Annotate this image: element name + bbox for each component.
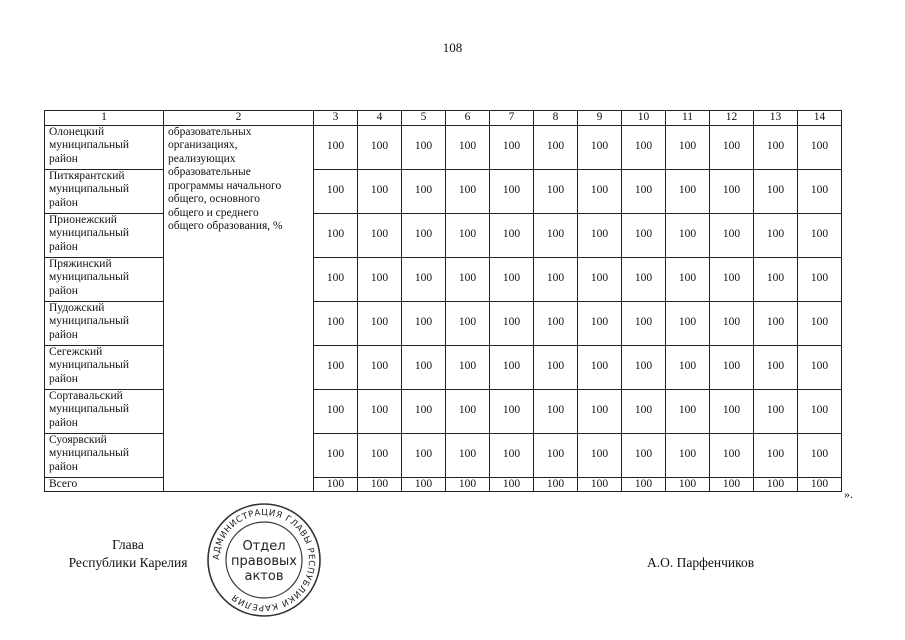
header-cell: 11 <box>666 111 710 126</box>
value-cell: 100 <box>798 345 842 389</box>
value-cell: 100 <box>622 213 666 257</box>
value-cell: 100 <box>798 169 842 213</box>
value-cell: 100 <box>402 433 446 477</box>
header-cell: 7 <box>490 111 534 126</box>
indicator-description-cell <box>164 125 314 492</box>
value-cell: 100 <box>402 213 446 257</box>
value-cell: 100 <box>358 389 402 433</box>
value-cell: 100 <box>710 169 754 213</box>
district-name-line: Прионежский <box>49 213 117 226</box>
value-cell: 100 <box>578 213 622 257</box>
value-cell: 100 <box>798 301 842 345</box>
value-cell: 100 <box>402 389 446 433</box>
total-value-cell: 100 <box>534 477 578 492</box>
value-cell: 100 <box>754 389 798 433</box>
value-cell: 100 <box>622 169 666 213</box>
value-cell: 100 <box>622 389 666 433</box>
district-name-line: муниципальный <box>49 227 130 239</box>
district-name-line: Сегежский <box>49 345 103 358</box>
district-cell <box>45 213 164 257</box>
district-name-line: Суоярвский <box>49 433 107 446</box>
indicator-description-line: образовательных <box>168 125 252 138</box>
value-cell: 100 <box>534 389 578 433</box>
district-name-line: район <box>49 240 78 253</box>
value-cell: 100 <box>402 345 446 389</box>
district-name-line: муниципальный <box>49 315 130 327</box>
district-name-line: район <box>49 196 78 209</box>
value-cell: 100 <box>798 257 842 301</box>
value-cell: 100 <box>754 125 798 169</box>
total-value-cell: 100 <box>798 477 842 492</box>
value-cell: 100 <box>490 301 534 345</box>
district-cell <box>45 433 164 477</box>
district-name-line: Питкярантский <box>49 169 125 182</box>
value-cell: 100 <box>446 433 490 477</box>
value-cell: 100 <box>490 125 534 169</box>
indicator-description-line: общего образования, % <box>168 220 283 232</box>
value-cell: 100 <box>490 433 534 477</box>
indicator-description-line: общего и среднего <box>168 206 259 219</box>
value-cell: 100 <box>358 433 402 477</box>
district-name-line: муниципальный <box>49 271 130 283</box>
table-body <box>45 111 842 492</box>
value-cell: 100 <box>798 389 842 433</box>
value-cell: 100 <box>490 213 534 257</box>
value-cell: 100 <box>578 433 622 477</box>
value-cell: 100 <box>710 433 754 477</box>
value-cell: 100 <box>710 257 754 301</box>
value-cell: 100 <box>798 125 842 169</box>
header-cell: 6 <box>446 111 490 126</box>
district-name-line: район <box>49 460 78 473</box>
value-cell: 100 <box>666 301 710 345</box>
value-cell: 100 <box>666 213 710 257</box>
value-cell: 100 <box>534 169 578 213</box>
value-cell: 100 <box>666 345 710 389</box>
value-cell: 100 <box>534 213 578 257</box>
value-cell: 100 <box>534 301 578 345</box>
district-name-line: район <box>49 372 78 385</box>
stamp-text-line-3: актов <box>244 569 284 584</box>
value-cell: 100 <box>798 433 842 477</box>
total-value-cell: 100 <box>622 477 666 492</box>
table-header-row <box>45 111 842 126</box>
value-cell: 100 <box>490 389 534 433</box>
signer-title-line-2: Республики Карелия <box>68 555 188 570</box>
value-cell: 100 <box>358 125 402 169</box>
value-cell: 100 <box>622 257 666 301</box>
value-cell: 100 <box>358 257 402 301</box>
value-cell: 100 <box>710 389 754 433</box>
page-number: 108 <box>442 40 463 55</box>
value-cell: 100 <box>754 301 798 345</box>
value-cell: 100 <box>534 433 578 477</box>
value-cell: 100 <box>314 213 358 257</box>
total-value-cell: 100 <box>446 477 490 492</box>
value-cell: 100 <box>446 257 490 301</box>
value-cell: 100 <box>402 301 446 345</box>
value-cell: 100 <box>358 301 402 345</box>
value-cell: 100 <box>666 169 710 213</box>
value-cell: 100 <box>314 301 358 345</box>
value-cell: 100 <box>666 389 710 433</box>
indicator-description-line: организациях, <box>168 139 238 151</box>
value-cell: 100 <box>490 257 534 301</box>
value-cell: 100 <box>798 213 842 257</box>
total-label: Всего <box>45 477 164 492</box>
indicator-description-line: общего, основного <box>168 193 261 205</box>
indicator-table <box>44 110 842 492</box>
value-cell: 100 <box>314 433 358 477</box>
district-name-line: район <box>49 328 78 341</box>
value-cell: 100 <box>446 213 490 257</box>
district-name-line: муниципальный <box>49 139 130 151</box>
value-cell: 100 <box>754 257 798 301</box>
header-cell: 10 <box>622 111 666 126</box>
value-cell: 100 <box>622 301 666 345</box>
header-cell: 4 <box>358 111 402 126</box>
value-cell: 100 <box>446 345 490 389</box>
header-cell: 5 <box>402 111 446 126</box>
value-cell: 100 <box>622 345 666 389</box>
value-cell: 100 <box>358 213 402 257</box>
value-cell: 100 <box>666 433 710 477</box>
indicator-description-line: образовательные <box>168 166 251 178</box>
district-cell <box>45 301 164 345</box>
value-cell: 100 <box>710 301 754 345</box>
value-cell: 100 <box>534 257 578 301</box>
value-cell: 100 <box>754 433 798 477</box>
value-cell: 100 <box>710 125 754 169</box>
district-cell <box>45 345 164 389</box>
value-cell: 100 <box>314 257 358 301</box>
district-name-line: муниципальный <box>49 183 130 195</box>
value-cell: 100 <box>666 125 710 169</box>
value-cell: 100 <box>358 169 402 213</box>
table-row <box>45 125 842 169</box>
value-cell: 100 <box>490 345 534 389</box>
value-cell: 100 <box>710 345 754 389</box>
total-value-cell: 100 <box>578 477 622 492</box>
total-value-cell: 100 <box>710 477 754 492</box>
district-name-line: район <box>49 152 78 165</box>
official-stamp <box>203 503 325 617</box>
header-cell: 14 <box>798 111 842 126</box>
signer-name: А.О. Парфенчиков <box>647 555 755 570</box>
indicator-description-line: программы начального <box>168 179 282 192</box>
value-cell: 100 <box>446 301 490 345</box>
header-cell: 12 <box>710 111 754 126</box>
district-name-line: район <box>49 284 78 297</box>
value-cell: 100 <box>666 257 710 301</box>
value-cell: 100 <box>402 169 446 213</box>
header-cell: 13 <box>754 111 798 126</box>
header-cell: 3 <box>314 111 358 126</box>
value-cell: 100 <box>314 389 358 433</box>
district-name-line: муниципальный <box>49 447 130 459</box>
value-cell: 100 <box>534 125 578 169</box>
header-cell: 8 <box>534 111 578 126</box>
indicator-description-line: реализующих <box>168 152 236 165</box>
header-cell: 2 <box>164 111 314 126</box>
value-cell: 100 <box>754 169 798 213</box>
value-cell: 100 <box>402 257 446 301</box>
value-cell: 100 <box>754 345 798 389</box>
closing-quote: ». <box>844 487 853 501</box>
total-value-cell: 100 <box>314 477 358 492</box>
value-cell: 100 <box>358 345 402 389</box>
value-cell: 100 <box>578 301 622 345</box>
value-cell: 100 <box>490 169 534 213</box>
district-name-line: муниципальный <box>49 359 130 371</box>
value-cell: 100 <box>578 389 622 433</box>
district-cell <box>45 389 164 433</box>
signer-title-line-1: Глава <box>112 537 144 552</box>
value-cell: 100 <box>578 169 622 213</box>
value-cell: 100 <box>578 345 622 389</box>
district-name-line: Пудожский <box>49 301 105 314</box>
value-cell: 100 <box>622 125 666 169</box>
district-name-line: Пряжинский <box>49 257 112 270</box>
value-cell: 100 <box>710 213 754 257</box>
total-value-cell: 100 <box>754 477 798 492</box>
district-cell <box>45 169 164 213</box>
value-cell: 100 <box>402 125 446 169</box>
stamp-text-line-2: правовых <box>231 554 297 569</box>
district-name-line: район <box>49 416 78 429</box>
total-value-cell: 100 <box>666 477 710 492</box>
value-cell: 100 <box>578 257 622 301</box>
signer-title <box>58 536 198 572</box>
value-cell: 100 <box>314 125 358 169</box>
district-name-line: Олонецкий <box>49 125 105 138</box>
stamp-ring-text: АДМИНИСТРАЦИЯ ГЛАВЫ РЕСПУБЛИКИ КАРЕЛИЯ <box>211 507 317 613</box>
total-value-cell: 100 <box>402 477 446 492</box>
district-name-line: муниципальный <box>49 403 130 415</box>
district-cell <box>45 125 164 169</box>
value-cell: 100 <box>446 169 490 213</box>
value-cell: 100 <box>622 433 666 477</box>
value-cell: 100 <box>534 345 578 389</box>
header-cell: 9 <box>578 111 622 126</box>
value-cell: 100 <box>578 125 622 169</box>
value-cell: 100 <box>754 213 798 257</box>
district-cell <box>45 257 164 301</box>
value-cell: 100 <box>446 389 490 433</box>
total-value-cell: 100 <box>490 477 534 492</box>
header-cell: 1 <box>45 111 164 126</box>
value-cell: 100 <box>314 169 358 213</box>
value-cell: 100 <box>446 125 490 169</box>
stamp-text-line-1: Отдел <box>242 539 286 554</box>
value-cell: 100 <box>314 345 358 389</box>
total-value-cell: 100 <box>358 477 402 492</box>
district-name-line: Сортавальский <box>49 389 123 402</box>
